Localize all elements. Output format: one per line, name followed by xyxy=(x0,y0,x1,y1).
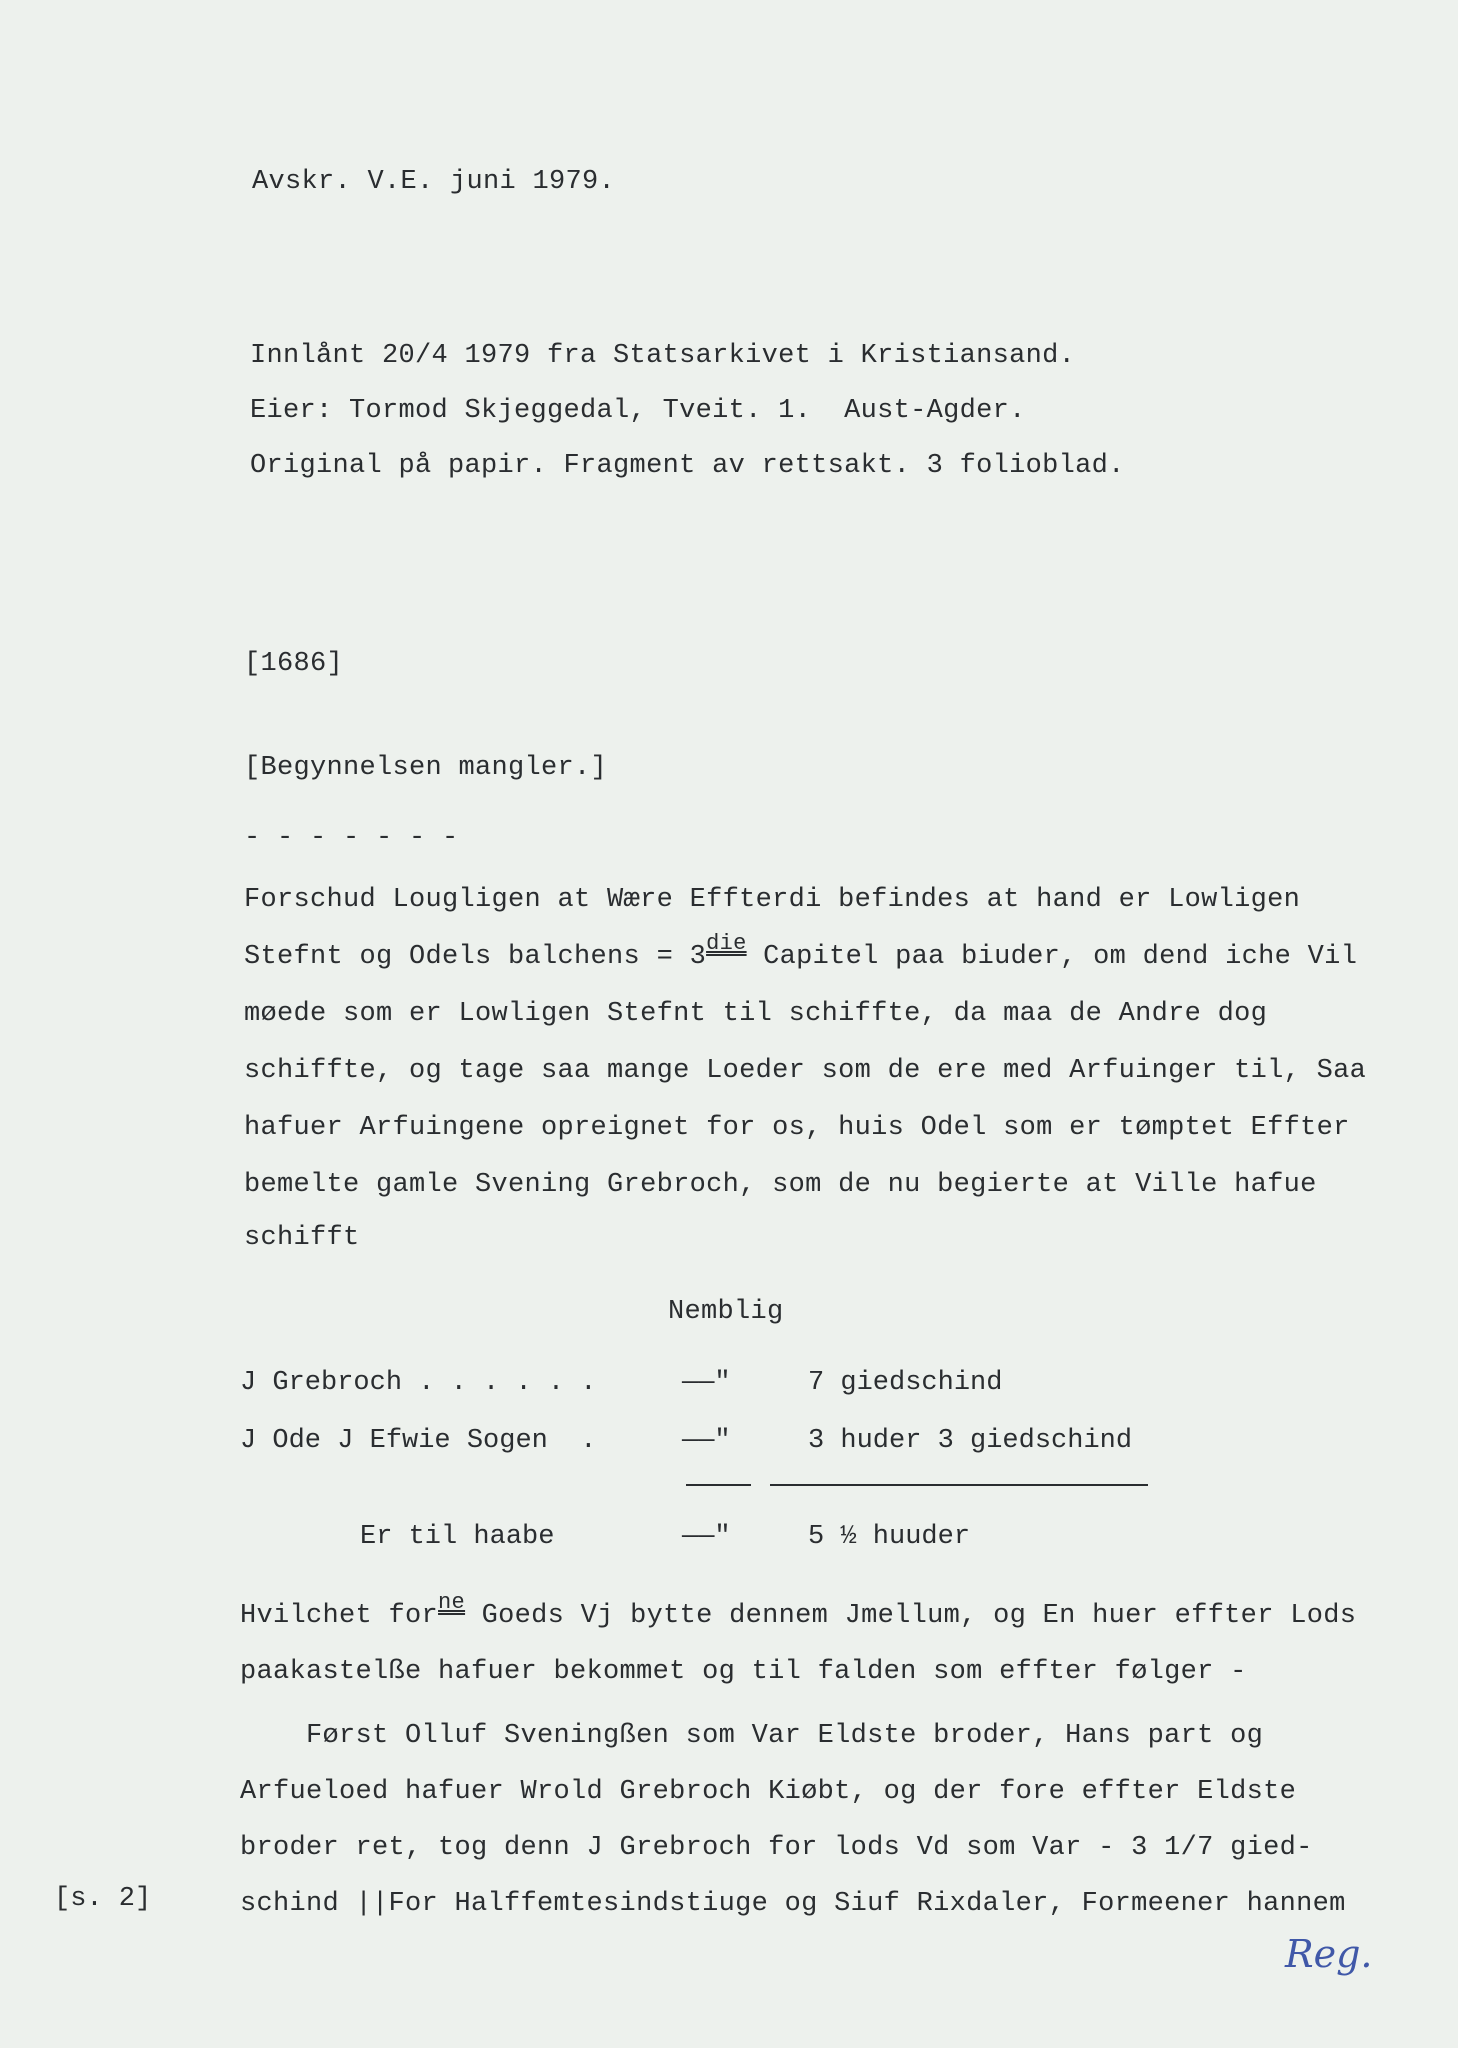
paragraph2-line: Først Olluf Sveningßen som Var Eldste broder, Hans part og xyxy=(240,1721,1264,1751)
paragraph2-line: Hvilchet for$^{ne}$ Goeds Vj bytte dennem Jmellum, og En huer effter Lods xyxy=(240,1590,1357,1631)
provenance-line-1: Innlånt 20/4 1979 fra Statsarkivet i Kristiansand. xyxy=(250,341,1076,371)
table-row-value: 3 huder 3 giedschind xyxy=(808,1426,1133,1456)
table-row-mark: ——" xyxy=(682,1426,731,1456)
total-rule-long xyxy=(770,1484,1148,1486)
paragraph1-line: bemelte gamle Svening Grebroch, som de nu begierte at Ville hafue xyxy=(244,1170,1317,1200)
paragraph2-line: broder ret, tog denn J Grebroch for lods Vd som Var - 3 1/7 gied- xyxy=(240,1833,1313,1863)
table-row: J Ode J Efwie Sogen . xyxy=(240,1426,597,1456)
total-rule-short xyxy=(686,1484,751,1486)
table-row: J Grebroch . . . . . . xyxy=(240,1368,597,1398)
table-total-mark: ——" xyxy=(682,1522,731,1552)
superscript: ne xyxy=(438,1590,466,1615)
margin-page-reference: [s. 2] xyxy=(54,1884,152,1914)
paragraph1-line: schifft xyxy=(244,1223,360,1253)
paragraph1-line: Forschud Lougligen at Wære Effterdi befindes at hand er Lowligen xyxy=(244,885,1301,915)
paragraph2-line: Arfueloed hafuer Wrold Grebroch Kiøbt, og der fore effter Eldste xyxy=(240,1777,1297,1807)
separator: - - - - - - - xyxy=(244,823,459,853)
superscript: die xyxy=(706,931,747,956)
paragraph2-line: schind ||For Halffemtesindstiuge og Siuf Rixdaler, Formeener hannem xyxy=(240,1889,1346,1919)
paragraph1-line: møede som er Lowligen Stefnt til schiffte, da maa de Andre dog xyxy=(244,999,1268,1029)
missing-note: [Begynnelsen mangler.] xyxy=(244,753,608,783)
table-total-label: Er til haabe xyxy=(360,1522,555,1552)
table-total-value: 5 ½ huuder xyxy=(808,1522,971,1552)
paragraph1-line: Stefnt og Odels balchens = $3^{die}$ Capitel paa biuder, om dend iche Vil xyxy=(244,931,1358,972)
transcription-note: Avskr. V.E. juni 1979. xyxy=(252,167,616,197)
table-heading: Nemblig xyxy=(668,1297,784,1327)
table-row-value: 7 giedschind xyxy=(808,1368,1003,1398)
handwritten-register-mark: Reg. xyxy=(1285,1932,1373,1976)
paragraph1-line: hafuer Arfuingene opreignet for os, huis Odel som er tømptet Effter xyxy=(244,1113,1350,1143)
paragraph2-line: paakastelße hafuer bekommet og til falden som effter følger - xyxy=(240,1657,1247,1687)
provenance-line-3: Original på papir. Fragment av rettsakt. 3 folioblad. xyxy=(250,451,1125,481)
provenance-line-2: Eier: Tormod Skjeggedal, Tveit. 1. Aust-Agder. xyxy=(250,396,1026,426)
table-row-mark: ——" xyxy=(682,1368,731,1398)
year-tag: [1686] xyxy=(244,649,344,679)
paragraph1-line: schiffte, og tage saa mange Loeder som de ere med Arfuinger til, Saa xyxy=(244,1056,1367,1086)
